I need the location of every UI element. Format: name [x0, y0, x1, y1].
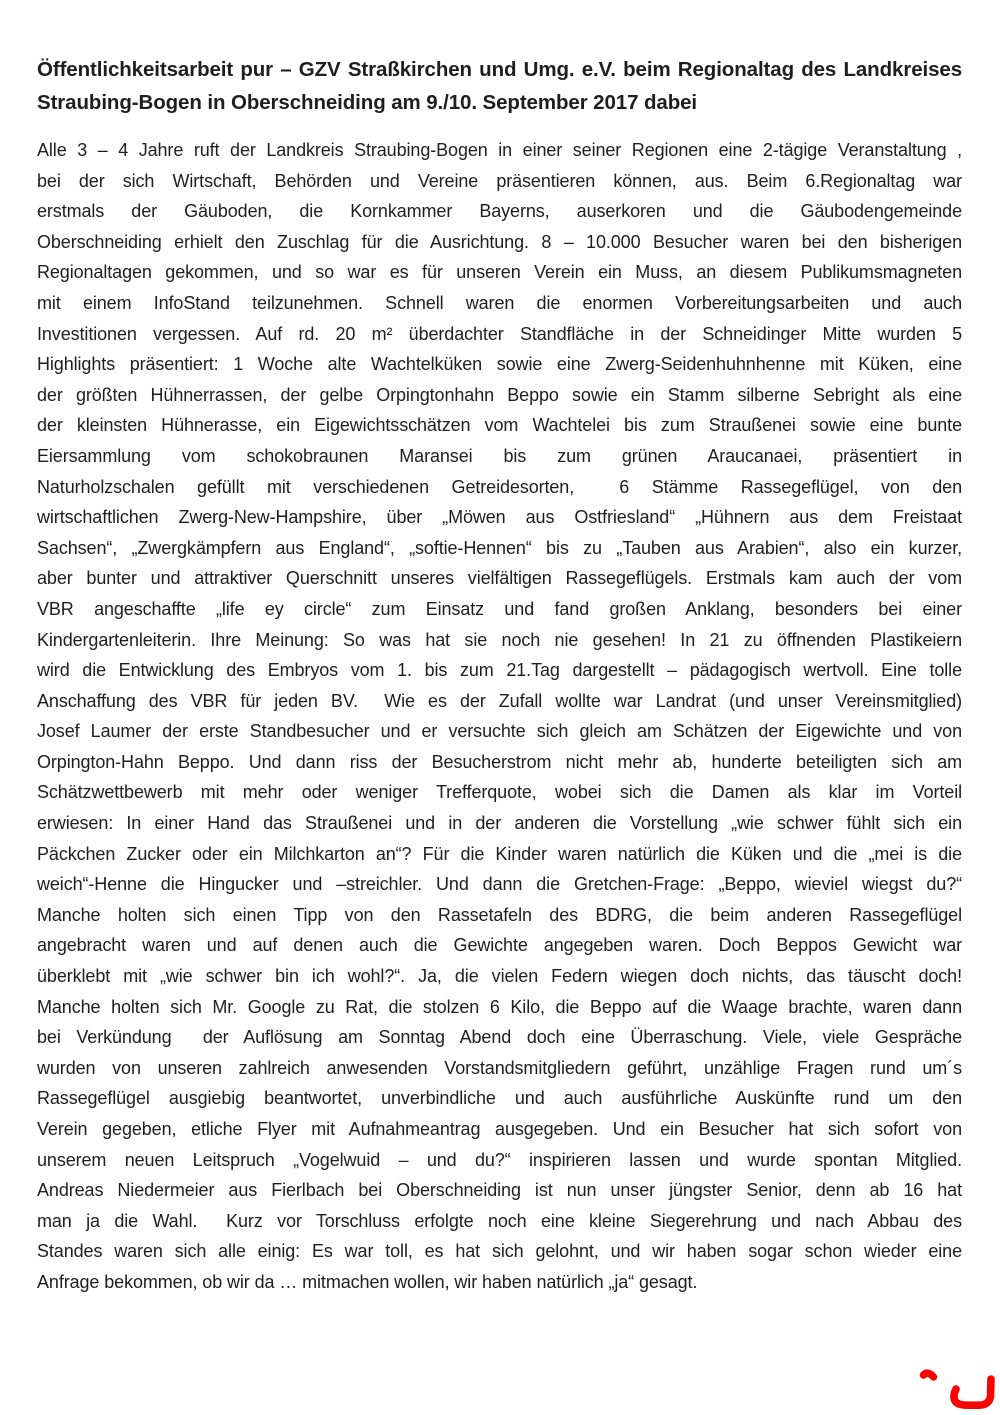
- body-line: Eiersammlung vom schokobraunen Maransei bis zum grünen Araucanaei, präsentiert in: [37, 445, 962, 466]
- body-line: Kindergartenleiterin. Ihre Meinung: So was hat sie noch nie gesehen! In 21 zu öffnenden Plastikeiern: [37, 629, 962, 650]
- body-line: Manche holten sich einen Tipp von den Rassetafeln des BDRG, die beim anderen Rassegeflügel: [37, 904, 962, 925]
- body-line: Regionaltagen gekommen, und so war es für unseren Verein ein Muss, an diesem Publikumsmagneten: [37, 262, 962, 283]
- body-line: Oberschneiding erhielt den Zuschlag für die Ausrichtung. 8 – 10.000 Besucher waren bei den bisherigen: [37, 231, 962, 252]
- body-line: bei der sich Wirtschaft, Behörden und Vereine präsentieren können, aus. Beim 6.Regionaltag war: [37, 170, 962, 191]
- body-line: Anfrage bekommen, ob wir da … mitmachen wollen, wir haben natürlich „ja“ gesagt.: [37, 1271, 698, 1292]
- red-pen-dash: [924, 1373, 934, 1377]
- document-title: [37, 53, 962, 119]
- body-line: Sachsen“, „Zwergkämpfern aus England“, „softie-Hennen“ bis zu „Tauben aus Arabien“, also ein kurzer,: [37, 537, 962, 558]
- title-line: Öffentlichkeitsarbeit pur – GZV Straßkirchen und Umg. e.V. beim Regionaltag des Landkreises: [37, 58, 962, 81]
- body-line: erwiesen: In einer Hand das Straußenei und in der anderen die Vorstellung „wie schwer fühlt sich ein: [37, 813, 962, 834]
- body-line: erstmals der Gäuboden, die Kornkammer Bayerns, auserkoren und die Gäubodengemeinde: [37, 201, 962, 222]
- title-line: Straubing-Bogen in Oberschneiding am 9./10. September 2017 dabei: [37, 91, 698, 114]
- body-line: weich“-Henne die Hingucker und –streichler. Und dann die Gretchen-Frage: „Beppo, wieviel wiegst du?“: [37, 874, 962, 895]
- body-line: man ja die Wahl. Kurz vor Torschluss erfolgte noch eine kleine Siegerehrung und nach Abbau des: [37, 1210, 962, 1231]
- body-line: Standes waren sich alle einig: Es war toll, es hat sich gelohnt, und wir haben sogar schon wieder eine: [37, 1241, 962, 1262]
- body-line: Josef Laumer der erste Standbesucher und er versuchte sich gleich am Schätzen der Eigewichte und von: [37, 721, 962, 742]
- body-paragraph: [37, 135, 962, 1298]
- body-line: überklebt mit „wie schwer bin ich wohl?“. Ja, die vielen Federn wiegen doch nichts, das täuscht doch!: [37, 966, 962, 987]
- body-line: Naturholzschalen gefüllt mit verschiedenen Getreidesorten, 6 Stämme Rassegeflügel, von den: [37, 476, 962, 497]
- body-line: Alle 3 – 4 Jahre ruft der Landkreis Straubing-Bogen in einer seiner Regionen eine 2-tägige Veranstaltung ,: [37, 140, 962, 160]
- body-line: Orpington-Hahn Beppo. Und dann riss der Besucherstrom nicht mehr ab, hunderte beteiligten sich am: [37, 751, 962, 772]
- body-line: der kleinsten Hühnerasse, ein Eigewichtsschätzen vom Wachtelei bis zum Straußenei sowie eine bunte: [37, 415, 962, 436]
- body-line: wird die Entwicklung des Embryos vom 1. bis zum 21.Tag dargestellt – pädagogisch wertvoll. Eine tolle: [37, 660, 962, 681]
- body-line: unserem neuen Leitspruch „Vogelwuid – und du?“ inspirieren lassen und wurde spontan Mitglied.: [37, 1149, 962, 1170]
- body-line: wirtschaftlichen Zwerg-New-Hampshire, über „Möwen aus Ostfriesland“ „Hühnern aus dem Freistaat: [37, 507, 962, 528]
- body-line: angebracht waren und auf denen auch die Gewichte angegeben waren. Doch Beppos Gewicht war: [37, 935, 962, 956]
- body-line: mit einem InfoStand teilzunehmen. Schnell waren die enormen Vorbereitungsarbeiten und auch: [37, 292, 962, 313]
- body-line: Manche holten sich Mr. Google zu Rat, die stolzen 6 Kilo, die Beppo auf die Waage brachte, waren dann: [37, 996, 962, 1017]
- body-line: wurden von unseren zahlreich anwesenden Vorstandsmitgliedern geführt, unzählige Fragen rund um´s: [37, 1057, 962, 1078]
- body-line: der größten Hühnerrassen, der gelbe Orpingtonhahn Beppo sowie ein Stamm silberne Sebright als eine: [37, 384, 962, 405]
- body-line: Schätzwettbewerb mit mehr oder weniger Trefferquote, wobei sich die Damen als klar im Vorteil: [37, 782, 962, 803]
- red-pen-hook: [954, 1379, 991, 1405]
- body-line: Highlights präsentiert: 1 Woche alte Wachtelküken sowie eine Zwerg-Seidenhuhnhenne mit Küken, eine: [37, 354, 962, 375]
- body-line: bei Verkündung der Auflösung am Sonntag Abend doch eine Überraschung. Viele, viele Gespräche: [37, 1027, 962, 1048]
- red-pen-mark: [918, 1366, 1000, 1414]
- body-line: Verein gegeben, etliche Flyer mit Aufnahmeantrag ausgegeben. Und ein Besucher hat sich sofort von: [37, 1119, 962, 1139]
- body-line: Päckchen Zucker oder ein Milchkarton an“? Für die Kinder waren natürlich die Küken und die „mei is die: [37, 843, 962, 864]
- body-line: VBR angeschaffte „life ey circle“ zum Einsatz und fand großen Anklang, besonders bei einer: [37, 598, 962, 619]
- body-line: Anschaffung des VBR für jeden BV. Wie es der Zufall wollte war Landrat (und unser Vereinsmitglied): [37, 690, 962, 711]
- body-line: Rassegeflügel ausgiebig beantwortet, unverbindliche und auch ausführliche Auskünfte rund um den: [37, 1088, 962, 1109]
- body-line: Investitionen vergessen. Auf rd. 20 m² überdachter Standfläche in der Schneidinger Mitte wurden 5: [37, 323, 962, 344]
- body-line: aber bunter und attraktiver Querschnitt unseres vielfältigen Rassegeflügels. Erstmals kam auch der vom: [37, 568, 962, 589]
- body-line: Andreas Niedermeier aus Fierlbach bei Oberschneiding ist nun unser jüngster Senior, denn ab 16 hat: [37, 1180, 962, 1201]
